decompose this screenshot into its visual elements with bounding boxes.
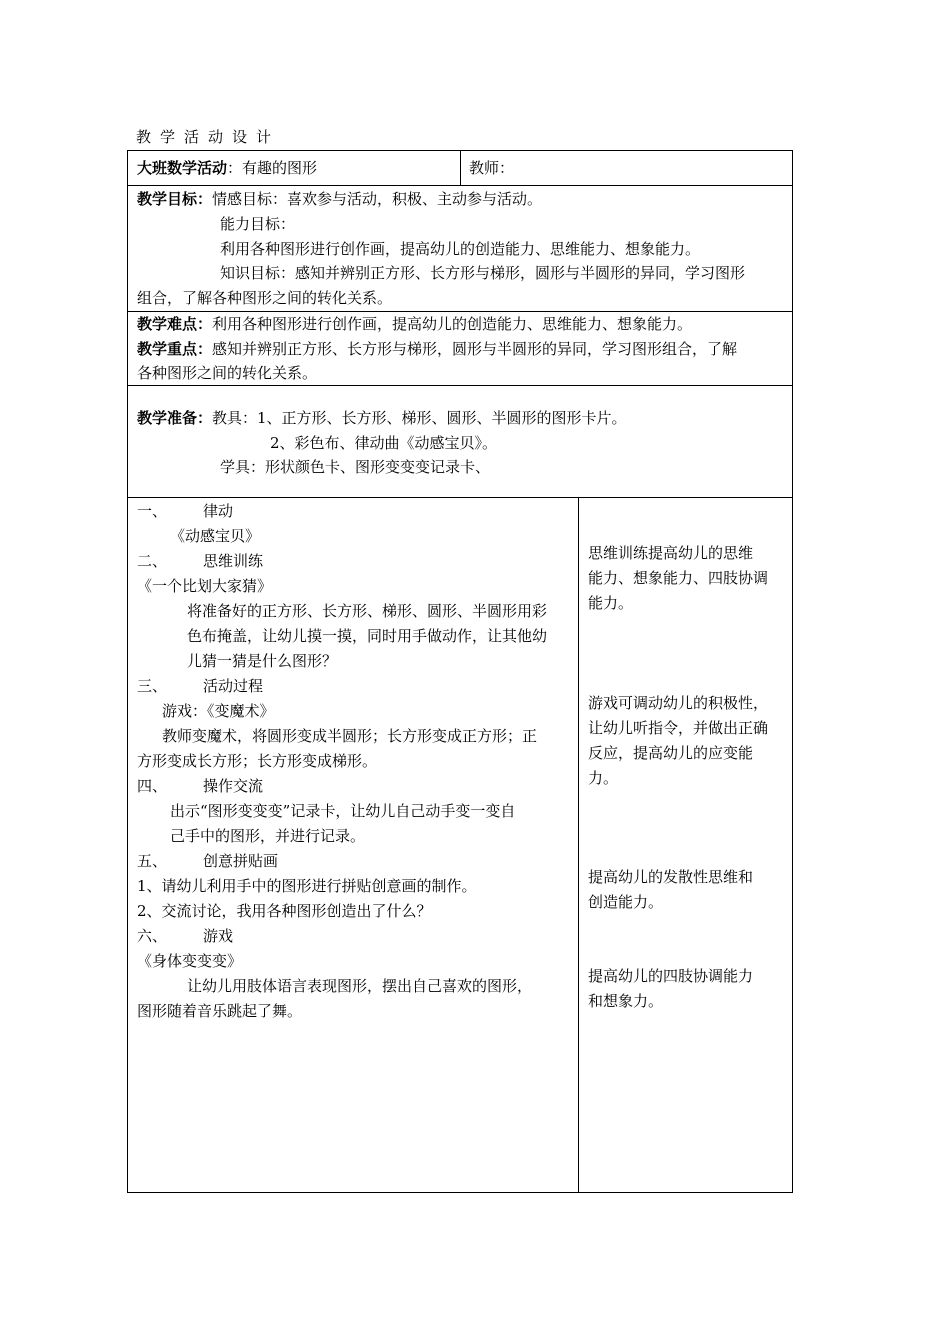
note-2-line4: 力。 <box>588 769 619 787</box>
knowledge-objective-line2: 组合，了解各种图形之间的转化关系。 <box>137 289 393 307</box>
section-4-line2: 己手中的图形，并进行记录。 <box>170 827 366 845</box>
section-2-line2: 色布掩盖，让幼儿摸一摸，同时用手做动作，让其他幼 <box>187 627 548 645</box>
section-1-title: 律动 <box>203 502 234 520</box>
section-2-number: 二、 <box>137 552 168 570</box>
note-4-line1: 提高幼儿的四肢协调能力 <box>588 967 754 985</box>
section-2-line1: 将准备好的正方形、长方形、梯形、圆形、半圆形用彩 <box>187 602 548 620</box>
section-1-number: 一、 <box>137 502 168 520</box>
preparation-row <box>137 408 627 428</box>
section-3-number: 三、 <box>137 677 168 695</box>
section-3-line1: 教师变魔术，将圆形变成半圆形；长方形变成正方形；正 <box>162 727 538 745</box>
section-2-title: 思维训练 <box>203 552 264 570</box>
section-6-line2: 图形随着音乐跳起了舞。 <box>137 1002 303 1020</box>
key-points-line1: 感知并辨别正方形、长方形与梯形，圆形与半圆形的异同，学习图形组合，了解 <box>212 340 738 358</box>
teaching-tools-2: 2、彩色布、律动曲《动感宝贝》。 <box>270 434 498 452</box>
preparation-label: 教学准备： <box>137 409 213 427</box>
table-right-border <box>792 150 793 1193</box>
section-6-subtitle: 《身体变变变》 <box>137 952 243 970</box>
note-2-line2: 让幼儿听指令，并做出正确 <box>588 719 769 737</box>
section-4-line1: 出示“图形变变变”记录卡，让幼儿自己动手变一变自 <box>170 802 516 820</box>
note-2-line3: 反应，提高幼儿的应变能 <box>588 744 754 762</box>
key-points-label: 教学重点： <box>137 340 213 358</box>
difficulty-label: 教学难点： <box>137 315 213 333</box>
note-3-line2: 创造能力。 <box>588 893 664 911</box>
section-5-title: 创意拼贴画 <box>203 852 279 870</box>
note-4-line2: 和想象力。 <box>588 992 664 1010</box>
section-6-line1: 让幼儿用肢体语言表现图形，摆出自己喜欢的图形， <box>187 977 533 995</box>
row-divider-3 <box>127 385 793 386</box>
section-6-title: 游戏 <box>203 927 234 945</box>
section-4-number: 四、 <box>137 777 168 795</box>
section-2-subtitle: 《一个比划大家猜》 <box>137 577 273 595</box>
difficulty-text: 利用各种图形进行创作画，提高幼儿的创造能力、思维能力、想象能力。 <box>212 315 693 333</box>
section-4-title: 操作交流 <box>203 777 264 795</box>
section-3-subtitle: 游戏：《变魔术》 <box>162 702 275 720</box>
section-3-title: 活动过程 <box>203 677 264 695</box>
ability-objective-text: 利用各种图形进行创作画，提高幼儿的创造能力、思维能力、想象能力。 <box>220 240 701 258</box>
activity-separator: ： <box>227 159 243 177</box>
section-5-line2: 2、交流讨论，我用各种图形创造出了什么？ <box>137 902 432 920</box>
section-2-line3: 儿猜一猜是什么图形？ <box>187 652 338 670</box>
key-points-row <box>137 339 737 359</box>
activity-heading <box>137 158 317 178</box>
note-2-line1: 游戏可调动幼儿的积极性， <box>588 694 769 712</box>
ability-objective-title: 能力目标： <box>220 215 296 233</box>
emotional-objective: 情感目标：喜欢参与活动，积极、主动参与活动。 <box>212 190 543 208</box>
section-5-number: 五、 <box>137 852 168 870</box>
objectives-label: 教学目标： <box>137 190 213 208</box>
note-3-line1: 提高幼儿的发散性思维和 <box>588 868 754 886</box>
activity-name: 有趣的图形 <box>242 159 318 177</box>
activity-label: 大班数学活动 <box>137 159 228 177</box>
note-1-line1: 思维训练提高幼儿的思维 <box>588 544 754 562</box>
table-bottom-border <box>127 1192 793 1193</box>
section-1-subtitle: 《动感宝贝》 <box>170 527 261 545</box>
table-left-border <box>127 150 128 1193</box>
teacher-label: 教师： <box>469 159 515 177</box>
row-divider-4 <box>127 497 793 498</box>
note-1-line2: 能力、想象能力、四肢协调 <box>588 569 769 587</box>
row-divider-2 <box>127 311 793 312</box>
teaching-tools-1: 教具：1、正方形、长方形、梯形、圆形、半圆形的图形卡片。 <box>212 409 627 427</box>
header-column-divider <box>460 150 461 186</box>
process-column-divider <box>578 497 579 1193</box>
objectives-row <box>137 189 542 209</box>
difficulty-row <box>137 314 692 334</box>
student-tools: 学具：形状颜色卡、图形变变变记录卡、 <box>220 458 491 476</box>
note-1-line3: 能力。 <box>588 594 634 612</box>
key-points-line2: 各种图形之间的转化关系。 <box>137 364 318 382</box>
knowledge-objective-line1: 知识目标：感知并辨别正方形、长方形与梯形，圆形与半圆形的异同，学习图形 <box>220 264 746 282</box>
section-5-line1: 1、请幼儿利用手中的图形进行拼贴创意画的制作。 <box>137 877 477 895</box>
section-3-line2: 方形变成长方形；长方形变成梯形。 <box>137 752 378 770</box>
section-6-number: 六、 <box>137 927 168 945</box>
document-title: 教学活动设计 <box>136 128 281 146</box>
